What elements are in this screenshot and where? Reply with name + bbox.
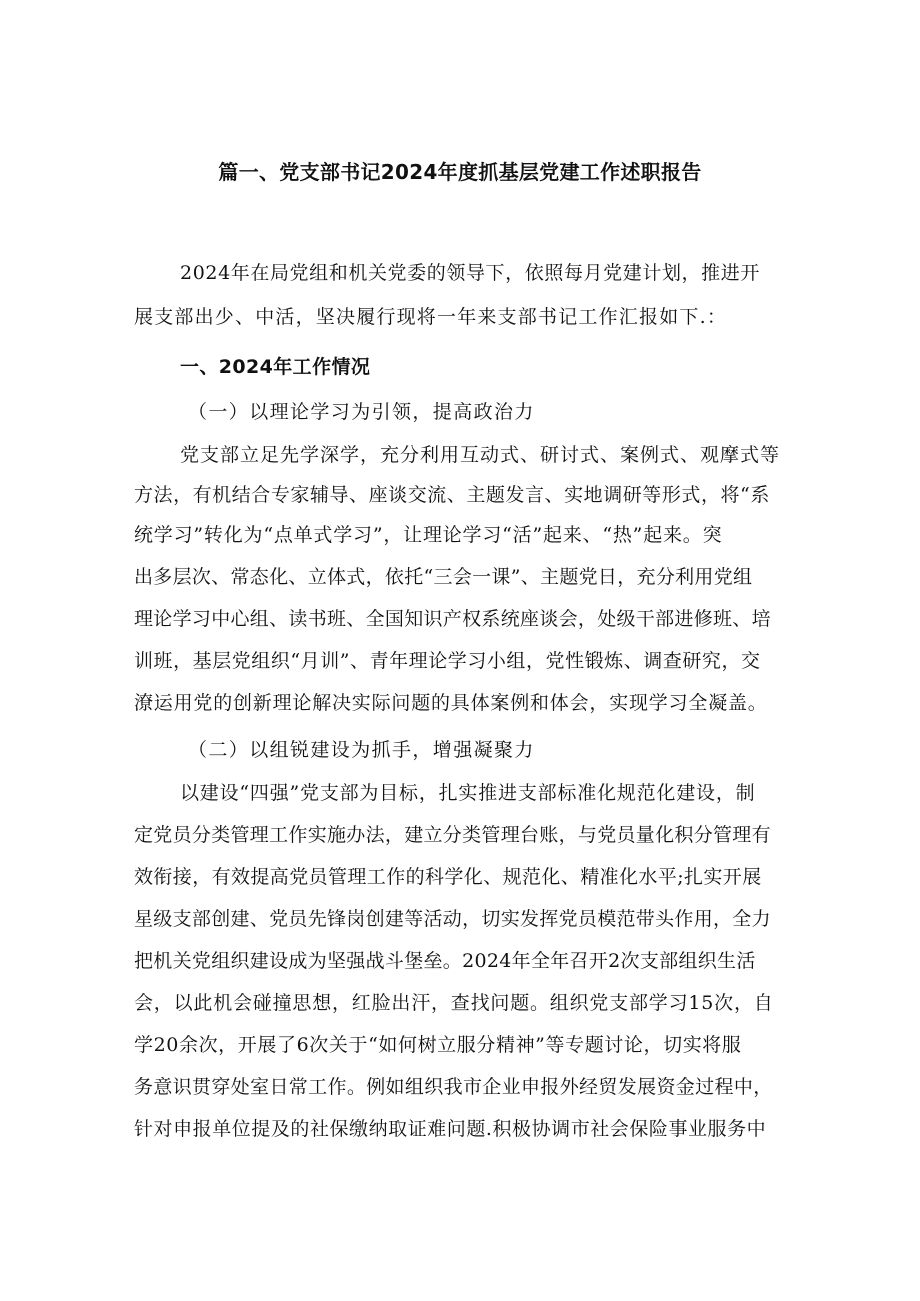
intro-line-2: 展支部出少、中活，坚决履行现将一年来支部书记工作汇报如下.：	[134, 306, 728, 328]
paragraph-2-line-6: 会，以此机会碰撞思想，红脸出汗，查找问题。组织党支部学习15次，自	[134, 992, 774, 1014]
paragraph-2-line-4: 星级支部创建、党员先锋岗创建等活动，切实发挥党员模范带头作用，全力	[134, 908, 771, 930]
paragraph-1-line-4: 出多层次、常态化、立体式，依托“三会一课”、主题党日，充分利用党组	[134, 566, 753, 588]
paragraph-1-line-6: 训班，基层党组织“月训”、青年理论学习小组，党性锻炼、调查研究，交	[134, 650, 761, 672]
document-title: 篇一、党支部书记2024年度抓基层党建工作述职报告	[218, 160, 702, 184]
paragraph-2-line-8: 务意识贯穿处室日常工作。例如组织我市企业申报外经贸发展资金过程中，	[134, 1076, 773, 1098]
paragraph-2-line-7: 学20余次，开展了6次关于“如何树立服分精神”等专题讨论，切实将服	[134, 1034, 742, 1056]
paragraph-2-line-9: 针对申报单位提及的社保缴纳取证难问题.积极协调市社会保险事业服务中	[134, 1118, 767, 1140]
subsection-heading-1: （一）以理论学习为引领，提高政治力	[188, 401, 535, 423]
paragraph-2-line-1: 以建设“四强”党支部为目标，扎实推进支部标准化规范化建设，制	[180, 782, 756, 804]
paragraph-1-line-2: 方法，有机结合专家辅导、座谈交流、主题发言、实地调研等形式，将“系	[134, 484, 770, 506]
paragraph-1-line-3: 统学习”转化为“点单式学习”，让理论学习“活”起来、“热”起来。突	[134, 524, 723, 546]
paragraph-2-line-3: 效衔接，有效提高党员管理工作的科学化、规范化、精准化水平;扎实开展	[134, 866, 762, 888]
intro-line-1: 2024年在局党组和机关党委的领导下，依照每月党建计划，推进开	[180, 262, 760, 284]
paragraph-2-line-2: 定党员分类管理工作实施办法，建立分类管理台账，与党员量化积分管理有	[134, 824, 771, 846]
subsection-heading-2: （二）以组锐建设为抓手，增强凝聚力	[188, 739, 535, 761]
paragraph-2-line-5: 把机关党组织建设成为坚强战斗堡垒。2024年全年召开2次支部组织生活	[134, 950, 756, 972]
paragraph-1-line-1: 党支部立足先学深学，充分利用互动式、研讨式、案例式、观摩式等	[180, 444, 781, 466]
paragraph-1-line-5: 理论学习中心组、读书班、全国知识产权系统座谈会，处级干部进修班、培	[134, 608, 771, 630]
paragraph-1-line-7: 潦运用党的创新理论解决实际问题的具体案例和体会，实现学习全凝盖。	[134, 692, 768, 714]
section-heading: 一、2024年工作情况	[180, 356, 371, 378]
